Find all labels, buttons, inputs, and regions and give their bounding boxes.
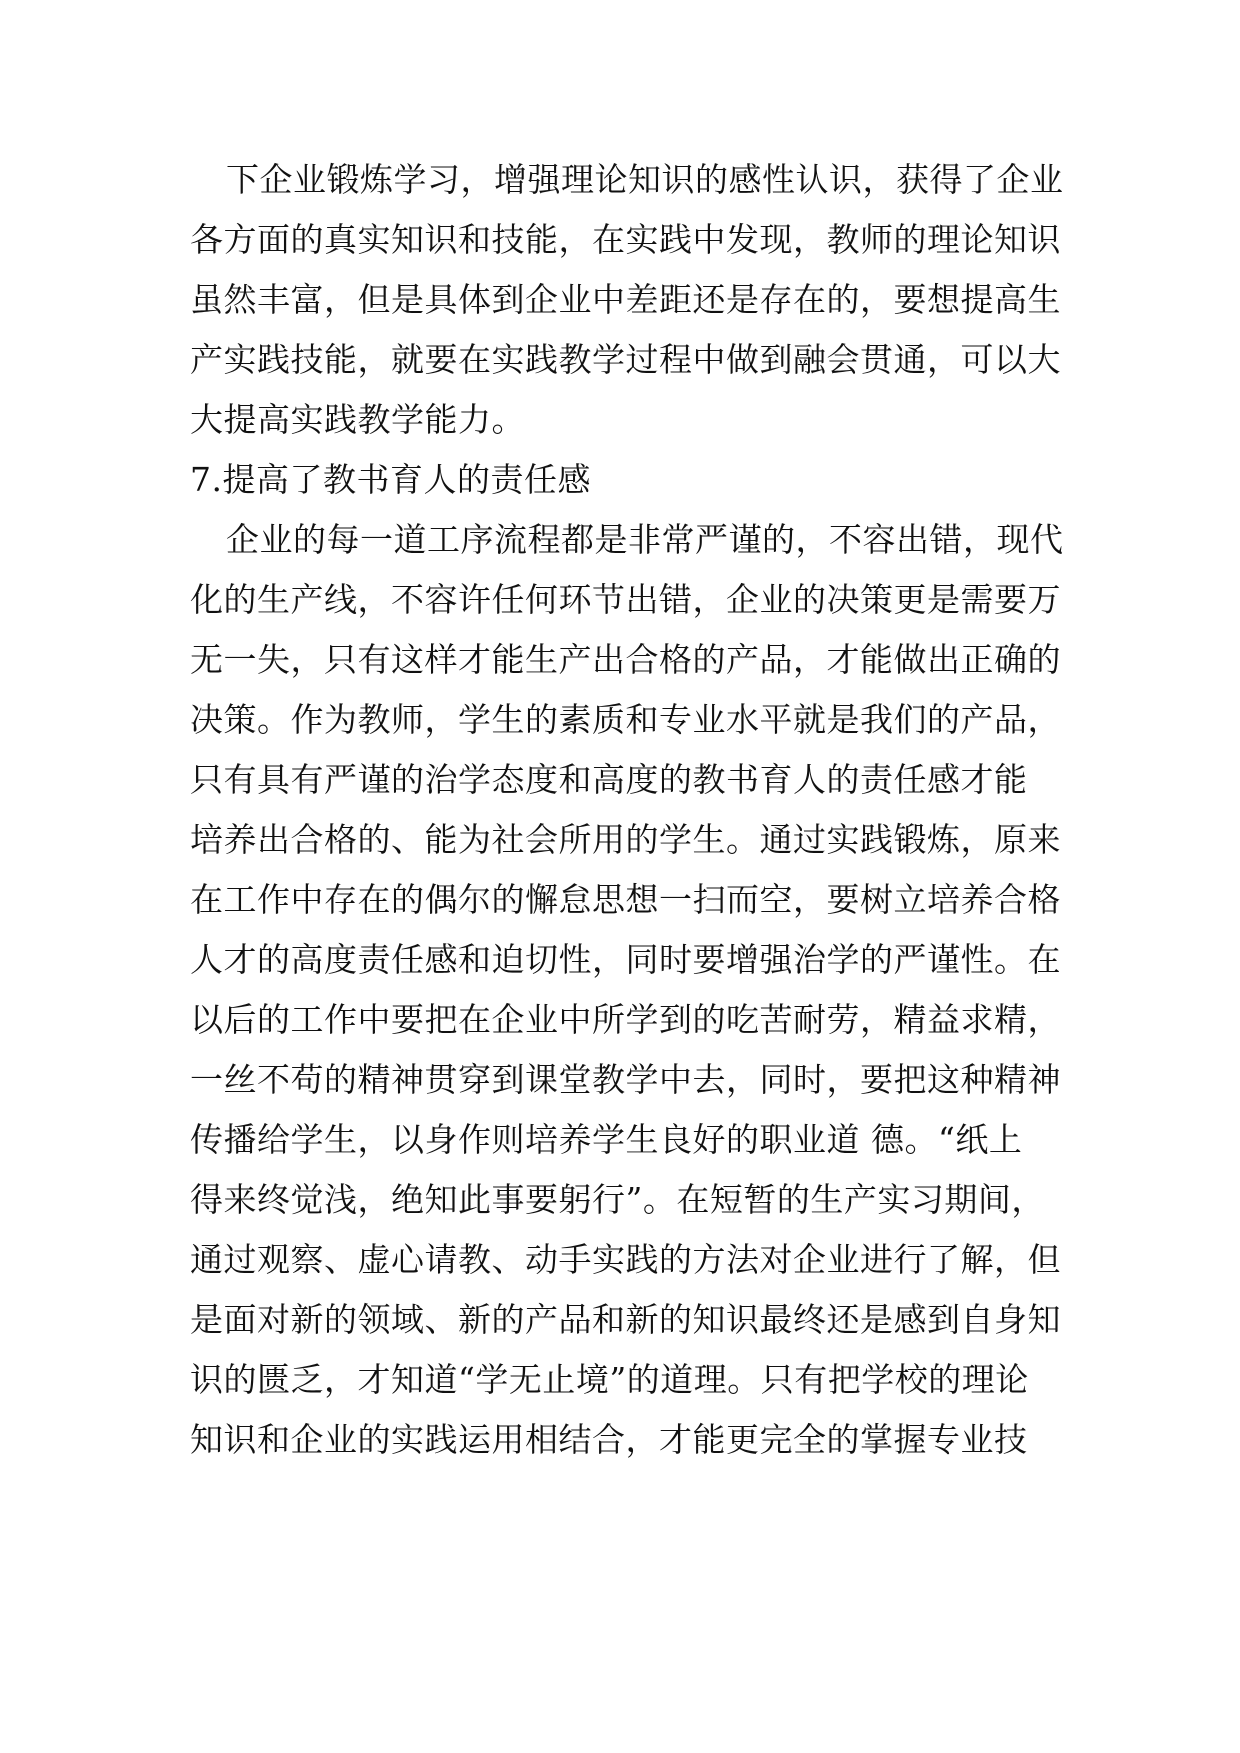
text-line: 一丝不苟的精神贯穿到课堂教学中去，同时，要把这种精神 [190,1060,1061,1099]
text-line: 以后的工作中要把在企业中所学到的吃苦耐劳，精益求精， [190,1000,1061,1039]
text-line: 决策。作为教师，学生的素质和专业水平就是我们的产品， [190,700,1061,739]
text-line: 知识和企业的实践运用相结合，才能更完全的掌握专业技 [190,1420,1028,1459]
text-line: 通过观察、虚心请教、动手实践的方法对企业进行了解，但 [190,1240,1061,1279]
text-line: 虽然丰富，但是具体到企业中差距还是存在的，要想提高生 [190,280,1061,319]
text-line: 培养出合格的、能为社会所用的学生。通过实践锻炼，原来 [190,820,1061,859]
paragraph-continuation [190,150,1064,450]
text-line: 识的匮乏，才知道“学无止境”的道理。只有把学校的理论 [190,1360,1029,1399]
section-heading: 7.提高了教书育人的责任感 [190,460,591,499]
text-line: 企业的每一道工序流程都是非常严谨的，不容出错，现代 [226,520,1064,559]
text-line: 在工作中存在的偶尔的懈怠思想一扫而空，要树立培养合格 [190,880,1061,919]
paragraph-body [190,510,1064,1470]
text-line: 得来终觉浅，绝知此事要躬行”。在短暂的生产实习期间， [190,1180,1045,1219]
text-line: 产实践技能，就要在实践教学过程中做到融会贯通，可以大 [190,340,1061,379]
text-line: 化的生产线，不容许任何环节出错，企业的决策更是需要万 [190,580,1061,619]
text-line: 传播给学生，以身作则培养学生良好的职业道 德。“纸上 [190,1120,1023,1159]
text-line: 无一失，只有这样才能生产出合格的产品，才能做出正确的 [190,640,1061,679]
document-page [190,150,1064,1470]
text-line: 人才的高度责任感和迫切性，同时要增强治学的严谨性。在 [190,940,1061,979]
text-line: 各方面的真实知识和技能，在实践中发现，教师的理论知识 [190,220,1061,259]
text-line: 是面对新的领域、新的产品和新的知识最终还是感到自身知 [190,1300,1061,1339]
text-line: 大提高实践教学能力。 [190,400,525,439]
text-line: 下企业锻炼学习，增强理论知识的感性认识，获得了企业 [226,160,1064,199]
text-line: 只有具有严谨的治学态度和高度的教书育人的责任感才能 [190,760,1028,799]
